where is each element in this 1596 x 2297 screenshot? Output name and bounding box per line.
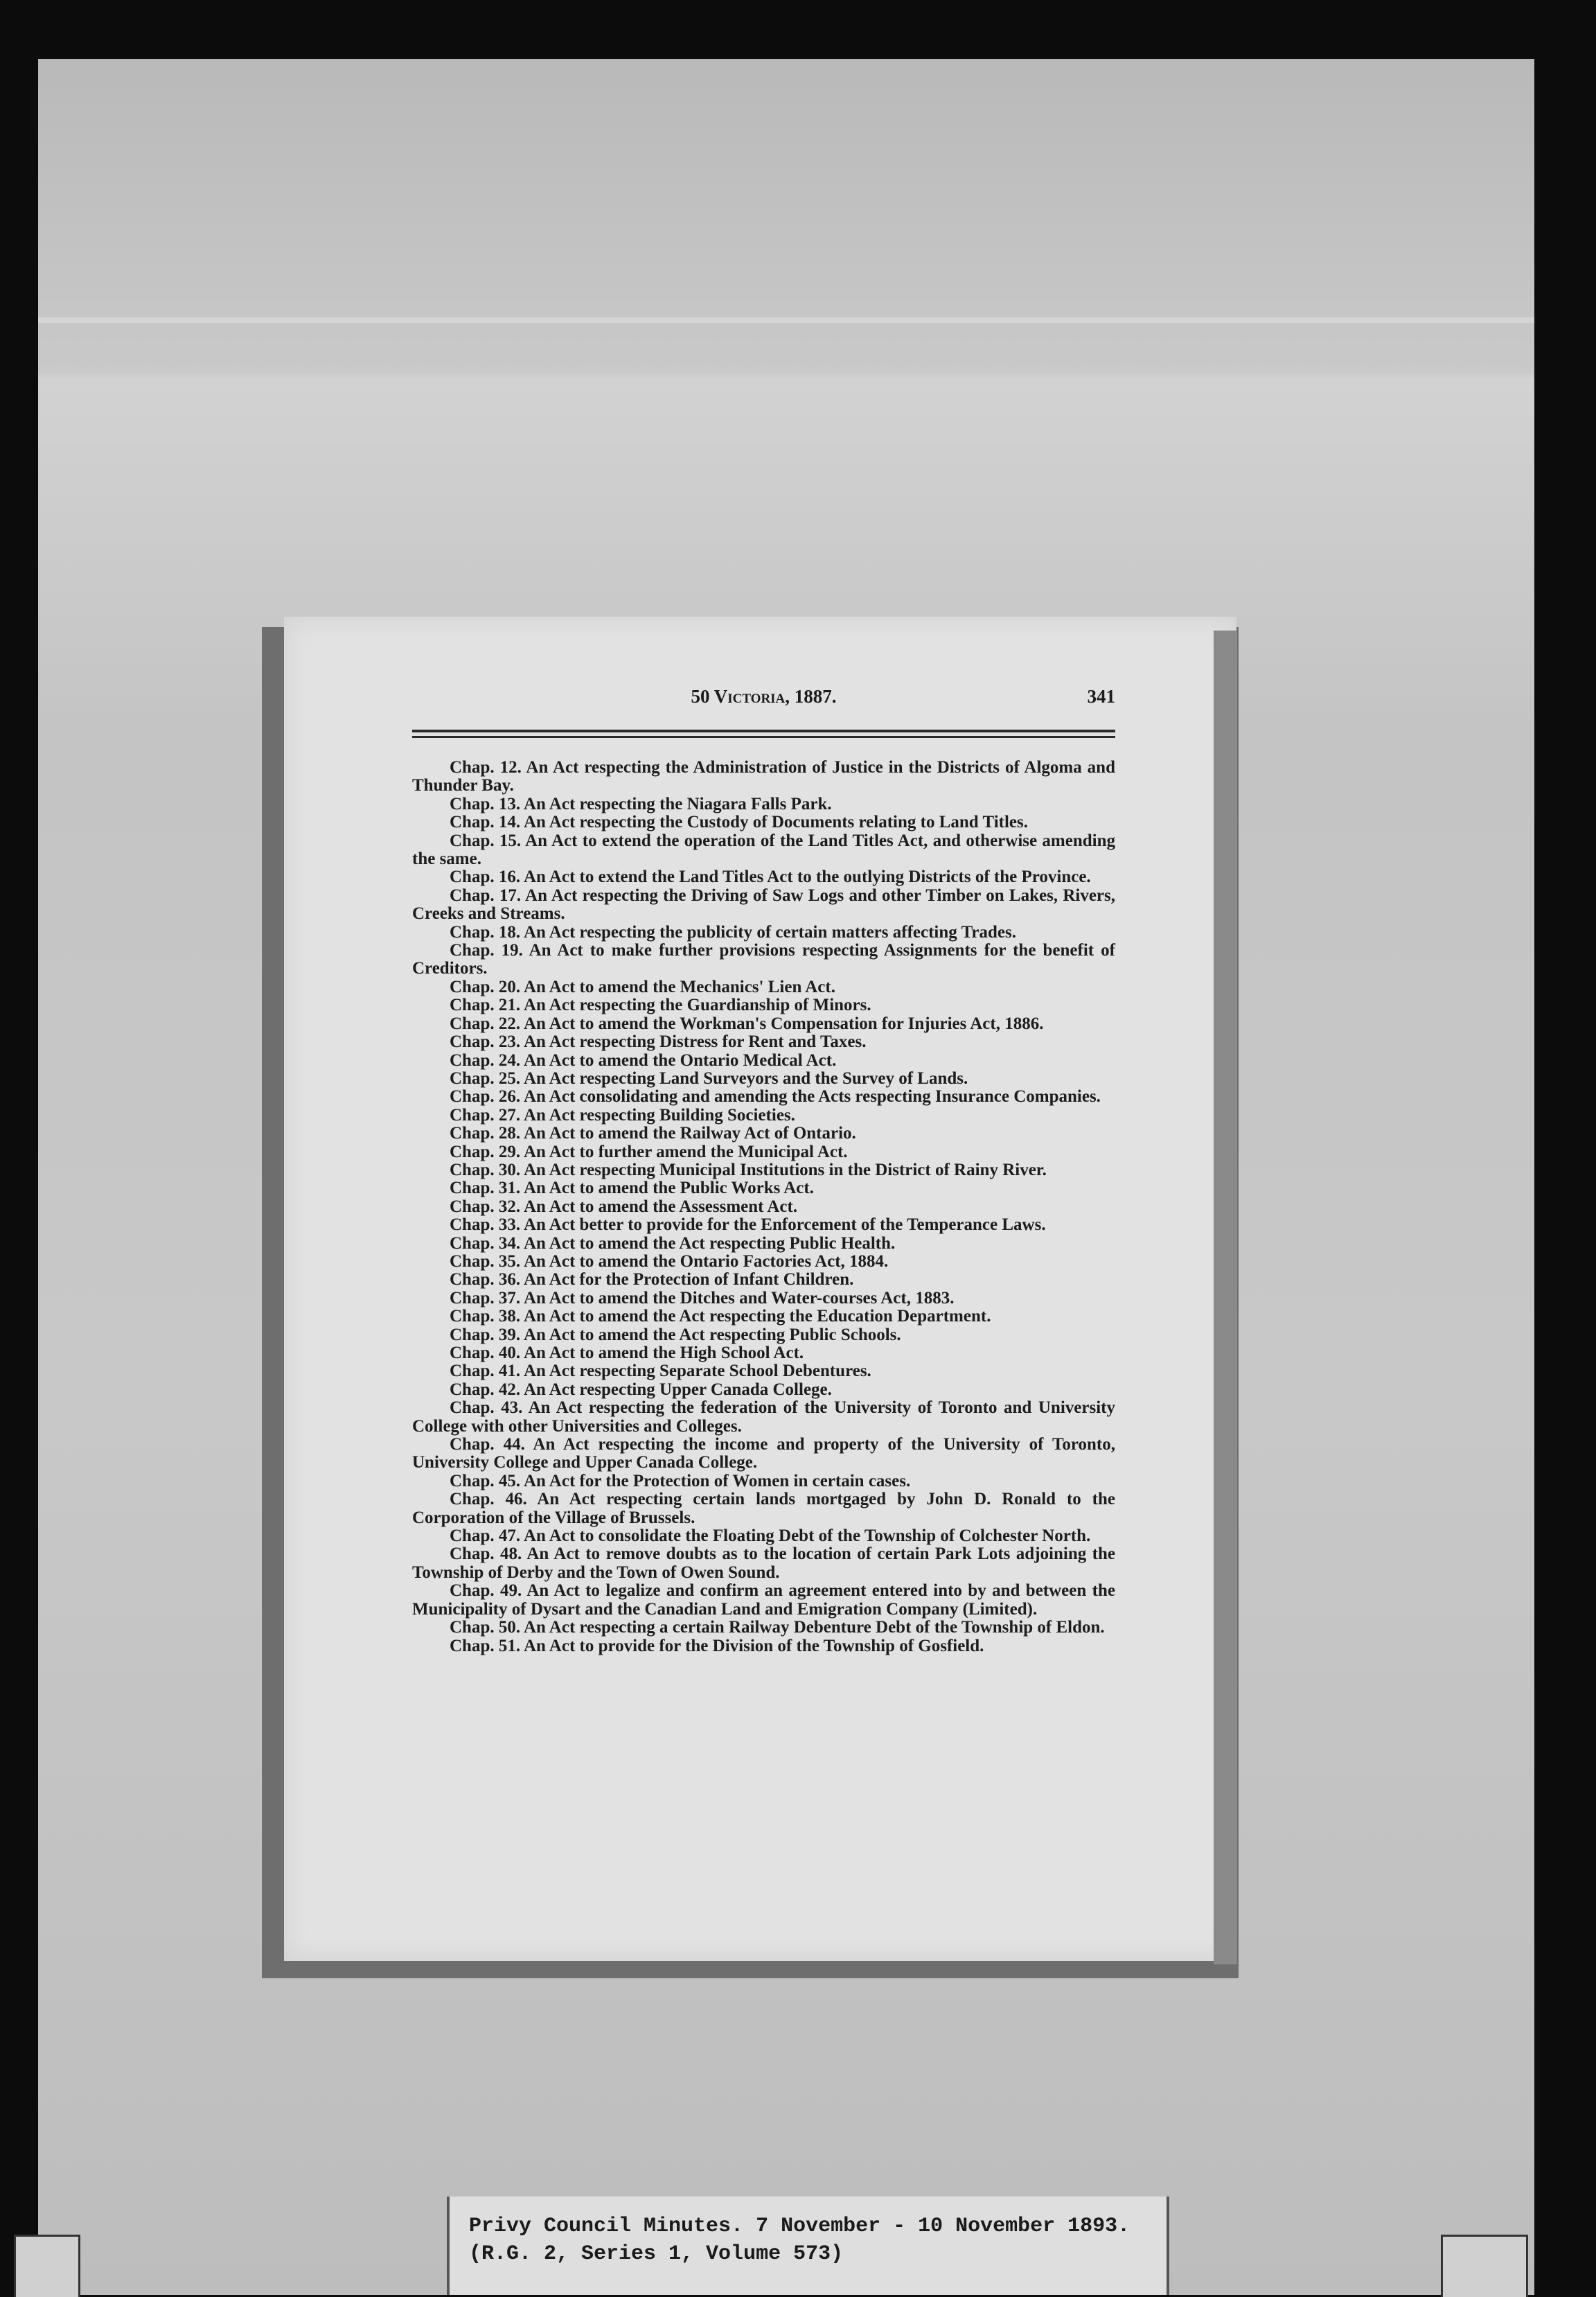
chapter-entry: Chap. 39. An Act to amend the Act respecting Public Schools. (450, 1325, 901, 1344)
chapter-entry: Chap. 38. An Act to amend the Act respecting the Education Department. (450, 1307, 991, 1326)
chapter-entry: Chap. 46. An Act respecting certain lands mortgaged by John D. Ronald to the Corporation of the Village of Brussels. (412, 1490, 1115, 1527)
chapter-entry: Chap. 28. An Act to amend the Railway Act of Ontario. (450, 1124, 856, 1143)
chapter-entry: Chap. 34. An Act to amend the Act respecting Public Health. (450, 1233, 896, 1253)
chapter-entry: Chap. 16. An Act to extend the Land Titles Act to the outlying Districts of the Province. (450, 868, 1091, 887)
chapter-entry: Chap. 32. An Act to amend the Assessment Act. (450, 1197, 798, 1216)
chapter-list (412, 759, 1115, 1655)
chapter-entry: Chap. 33. An Act better to provide for the Enforcement of the Temperance Laws. (450, 1215, 1046, 1235)
chapter-entry: Chap. 51. An Act to provide for the Division of the Township of Gosfield. (450, 1636, 984, 1655)
archive-label (447, 2197, 1169, 2295)
header-rule (412, 730, 1115, 738)
page-number: 341 (1087, 686, 1115, 707)
chapter-entry: Chap. 44. An Act respecting the income and property of the University of Toronto, University College and Upper Canada College. (412, 1435, 1115, 1472)
chapter-entry: Chap. 12. An Act respecting the Administration of Justice in the Districts of Algoma and Thunder Bay. (412, 758, 1115, 795)
archive-label-line2: (R.G. 2, Series 1, Volume 573) (469, 2242, 844, 2266)
chapter-entry: Chap. 23. An Act respecting Distress for Rent and Taxes. (450, 1032, 867, 1052)
chapter-entry: Chap. 45. An Act for the Protection of Women in certain cases. (450, 1471, 911, 1490)
chapter-entry: Chap. 22. An Act to amend the Workman's Compensation for Injuries Act, 1886. (450, 1014, 1044, 1033)
chapter-entry: Chap. 25. An Act respecting Land Surveyors and the Survey of Lands. (450, 1068, 968, 1088)
chapter-entry: Chap. 17. An Act respecting the Driving of Saw Logs and other Timber on Lakes, Rivers, Creeks and Streams. (412, 886, 1115, 924)
chapter-entry: Chap. 14. An Act respecting the Custody of Documents relating to Land Titles. (450, 813, 1029, 832)
chapter-entry: Chap. 35. An Act to amend the Ontario Factories Act, 1884. (450, 1251, 889, 1271)
chapter-entry: Chap. 37. An Act to amend the Ditches and Water-courses Act, 1883. (450, 1288, 955, 1308)
chapter-entry: Chap. 26. An Act consolidating and amending the Acts respecting Insurance Companies. (450, 1087, 1101, 1107)
chapter-entry: Chap. 19. An Act to make further provisions respecting Assignments for the benefit of Creditors. (412, 941, 1115, 978)
page-edge (1214, 631, 1237, 1964)
running-head (412, 686, 1115, 714)
archive-label-line1: Privy Council Minutes. 7 November - 10 November 1893. (469, 2215, 1130, 2238)
chapter-entry: Chap. 18. An Act respecting the publicity of certain matters affecting Trades. (450, 922, 1016, 942)
chapter-entry: Chap. 47. An Act to consolidate the Floating Debt of the Township of Colchester North. (450, 1526, 1091, 1546)
chapter-entry: Chap. 21. An Act respecting the Guardianship of Minors. (450, 996, 871, 1015)
chapter-entry: Chap. 43. An Act respecting the federation of the University of Toronto and University College with other Universities and Colleges. (412, 1398, 1115, 1436)
chapter-entry: Chap. 27. An Act respecting Building Societies. (450, 1105, 795, 1125)
chapter-entry: Chap. 41. An Act respecting Separate School Debentures. (450, 1362, 871, 1381)
chapter-entry: Chap. 40. An Act to amend the High School Act. (450, 1344, 804, 1362)
film-tab-left (14, 2235, 80, 2297)
chapter-entry: Chap. 48. An Act to remove doubts as to the location of certain Park Lots adjoining the Township of Derby and the Town of Owen Sound. (412, 1544, 1115, 1582)
chapter-entry: Chap. 49. An Act to legalize and confirm an agreement entered into by and between the Municipality of Dysart and the Canadian Land and Emigration Company (Limited). (412, 1581, 1115, 1619)
chapter-entry: Chap. 20. An Act to amend the Mechanics' Lien Act. (450, 977, 835, 996)
chapter-entry: Chap. 42. An Act respecting Upper Canada College. (450, 1380, 832, 1399)
running-head-title: 50 Victoria, 1887. (691, 686, 837, 707)
chapter-entry: Chap. 29. An Act to further amend the Municipal Act. (450, 1142, 848, 1161)
chapter-entry: Chap. 30. An Act respecting Municipal Institutions in the District of Rainy River. (450, 1160, 1047, 1179)
chapter-entry: Chap. 24. An Act to amend the Ontario Medical Act. (450, 1050, 837, 1070)
chapter-entry: Chap. 50. An Act respecting a certain Railway Debenture Debt of the Township of Eldon. (450, 1618, 1105, 1637)
chapter-entry: Chap. 15. An Act to extend the operation of the Land Titles Act, and otherwise amending the same. (412, 831, 1115, 869)
chapter-entry: Chap. 13. An Act respecting the Niagara Falls Park. (450, 794, 832, 813)
film-band (38, 317, 1534, 323)
film-tab-right (1441, 2235, 1528, 2297)
chapter-entry: Chap. 36. An Act for the Protection of Infant Children. (450, 1270, 854, 1290)
chapter-entry: Chap. 31. An Act to amend the Public Works Act. (450, 1179, 814, 1198)
